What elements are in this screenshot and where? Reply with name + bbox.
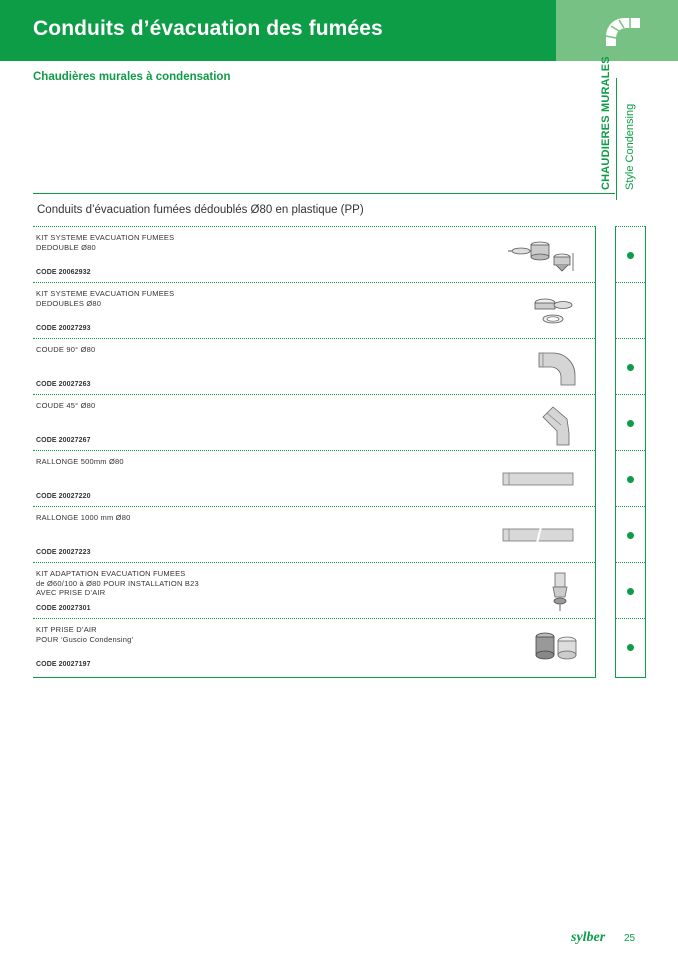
availability-cell <box>616 282 645 338</box>
page-subtitle: Chaudières murales à condensation <box>33 71 231 83</box>
availability-cell <box>616 338 645 394</box>
page-title: Conduits d’évacuation des fumées <box>33 17 383 40</box>
availability-column <box>615 226 646 678</box>
elbow-90-icon <box>503 343 583 391</box>
item-code: CODE 20062932 <box>36 269 91 276</box>
availability-cell <box>616 226 645 282</box>
availability-cell <box>616 618 645 674</box>
bent-pipe-icon <box>602 14 644 48</box>
elbow-45-icon <box>503 399 583 447</box>
item-code: CODE 20027301 <box>36 605 91 612</box>
extension-1000-icon <box>501 511 581 559</box>
list-item <box>33 506 595 562</box>
item-code: CODE 20027293 <box>36 325 91 332</box>
available-dot <box>627 644 634 651</box>
list-item <box>33 450 595 506</box>
list-item <box>33 394 595 450</box>
item-description: KIT SYSTEME EVACUATION FUMEES DEDOUBLES Ø80 <box>36 289 175 308</box>
air-intake-kit-icon <box>503 623 583 671</box>
side-model-label: Style Condensing <box>624 103 636 190</box>
item-code: CODE 20027223 <box>36 549 91 556</box>
list-item <box>33 562 595 618</box>
list-item <box>33 282 595 338</box>
adapter-kit-icon <box>503 567 583 615</box>
available-dot <box>627 364 634 371</box>
availability-cell <box>616 450 645 506</box>
availability-cell <box>616 394 645 450</box>
availability-cell <box>616 562 645 618</box>
item-description: KIT SYSTEME EVACUATION FUMEES DEDOUBLE Ø80 <box>36 233 175 252</box>
item-code: CODE 20027197 <box>36 661 91 668</box>
product-list <box>33 226 596 678</box>
split-flue-kit-icon <box>503 231 583 279</box>
brand-logo: sylber <box>571 930 606 945</box>
available-dot <box>627 476 634 483</box>
table-top-rule <box>33 193 615 194</box>
extension-500-icon <box>501 455 581 503</box>
list-item <box>33 338 595 394</box>
available-dot <box>627 420 634 427</box>
item-description: COUDE 90° Ø80 <box>36 345 96 354</box>
side-divider <box>616 78 617 200</box>
side-brand-label: CHAUDIERES MURALES <box>600 56 612 190</box>
item-description: KIT PRISE D’AIR POUR ‘Guscio Condensing’ <box>36 625 134 644</box>
section-title: Conduits d’évacuation fumées dédoublés Ø80 en plastique (PP) <box>37 204 364 216</box>
available-dot <box>627 532 634 539</box>
availability-cell <box>616 506 645 562</box>
available-dot <box>627 588 634 595</box>
item-description: COUDE 45° Ø80 <box>36 401 96 410</box>
item-description: KIT ADAPTATION EVACUATION FUMEES de Ø60/100 à Ø80 POUR INSTALLATION B23 AVEC PRISE D’AIR <box>36 569 199 597</box>
item-description: RALLONGE 1000 mm Ø80 <box>36 513 131 522</box>
flue-collar-kit-icon <box>503 287 583 335</box>
page-number: 25 <box>624 933 636 944</box>
list-item <box>33 618 595 674</box>
list-item <box>33 226 595 282</box>
item-code: CODE 20027220 <box>36 493 91 500</box>
item-description: RALLONGE 500mm Ø80 <box>36 457 124 466</box>
item-code: CODE 20027267 <box>36 437 91 444</box>
item-code: CODE 20027263 <box>36 381 91 388</box>
available-dot <box>627 252 634 259</box>
